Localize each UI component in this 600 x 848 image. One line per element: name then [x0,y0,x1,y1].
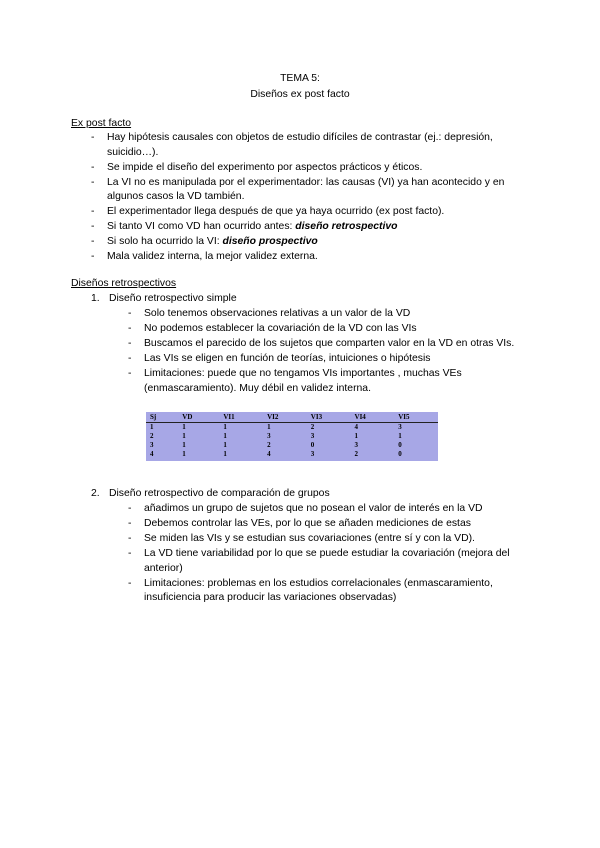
term-diseno-prospectivo: diseño prospectivo [222,236,318,247]
table-cell: 1 [267,423,271,431]
sub2-list [110,502,524,606]
bullet-dash: - [91,176,95,188]
table-cell: 3 [398,423,402,431]
table-cell: 1 [223,450,227,458]
table-cell: 0 [398,441,402,449]
doc-title-line2: Diseños ex post facto [250,89,350,100]
bullet-dash: - [128,503,132,514]
table-cell: 4 [267,450,271,458]
table-header-cell: VI4 [351,412,395,423]
list-item [70,250,532,265]
bullet-dash: - [128,368,132,379]
list-item-text: Se miden las VIs y se estudian sus covariaciones (entre sí y con la VD). [144,533,475,544]
list-item-text: añadimos un grupo de sujetos que no posean el valor de interés en la VD [144,503,483,514]
list-item [110,337,524,352]
list-item-text: Limitaciones: problemas en los estudios correlacionales (enmascaramiento, insuficiencia para producir las variaciones observadas) [144,577,493,603]
list-item [110,547,524,576]
list-item-text: Si solo ha ocurrido la VI: [107,236,223,247]
list-item [110,322,524,337]
table-header-cell: Sj [146,412,178,423]
list-item [70,131,532,160]
bullet-dash: - [128,548,132,559]
table-cell: 3 [310,450,315,458]
table-cell: 1 [354,432,359,440]
table-cell: 1 [398,432,402,440]
list-item [110,517,524,532]
table-header-cell: VI1 [219,412,263,423]
list-item [70,235,532,250]
table-row [146,423,438,433]
list-item-text: Solo tenemos observaciones relativas a un valor de la VD [144,308,411,319]
table-cell: 1 [182,432,186,440]
bullet-dash: - [128,577,132,589]
bullet-dash: - [128,353,132,364]
bullet-dash: - [128,308,132,319]
table-cell: 4 [354,423,359,431]
table-header-row [146,412,438,423]
table-header-cell: VI2 [263,412,307,423]
list-item-text: Mala validez interna, la mejor validez externa. [107,251,318,262]
bullet-dash: - [91,251,95,262]
table-cell: 2 [310,423,315,431]
list-item-text: Buscamos el parecido de los sujetos que comparten valor en la VD en otras VIs. [144,338,515,349]
section-heading-ex-post-facto: Ex post facto [71,118,132,129]
list-item [110,532,524,547]
list-item [70,176,532,205]
sub1-number: 1. [91,293,100,304]
bullet-dash: - [128,338,132,349]
list-item-text: Si tanto VI como VD han ocurrido antes: [107,221,296,232]
bullet-dash: - [91,236,95,247]
bullet-dash: - [91,132,95,143]
table-cell: 3 [310,432,315,440]
table-header-cell: VI3 [307,412,351,423]
list-item-text: No podemos establecer la covariación de la VD con las VIs [144,323,417,334]
table-cell: 1 [223,423,227,431]
table-cell: 1 [150,423,154,431]
list-item [70,205,532,220]
table-cell: 2 [267,441,271,449]
list-item-text: La VI no es manipulada por el experimentador: las causas (VI) ya han acontecido y en algunos casos la VD también. [107,176,505,202]
sub1-list [110,307,524,397]
table-cell: 1 [182,441,186,449]
list-item [110,502,524,517]
bullet-dash: - [91,161,95,173]
list-item [110,577,524,606]
table-cell: 4 [150,450,154,458]
bullet-dash: - [128,533,132,544]
ex-post-facto-list [70,131,532,265]
table-cell: 3 [267,432,271,440]
list-item [70,220,532,235]
list-item [110,307,524,322]
table-cell: 0 [310,441,315,449]
table-cell: 3 [354,441,359,449]
table-cell: 1 [182,423,186,431]
section-heading-disenos-retrospectivos: Diseños retrospectivos [71,278,177,289]
list-item-text: Debemos controlar las VEs, por lo que se añaden mediciones de estas [144,518,471,529]
list-item-text: Las VIs se eligen en función de teorías, intuiciones o hipótesis [144,353,431,364]
list-item [110,367,524,396]
table-cell: 2 [354,450,359,458]
list-item-text: El experimentador llega después de que ya haya ocurrido (ex post facto). [107,206,445,217]
bullet-dash: - [91,206,95,217]
doc-title-line1: TEMA 5: [280,73,320,84]
list-item-text: Se impide el diseño del experimento por aspectos prácticos y éticos. [107,161,423,173]
list-item [70,161,532,176]
list-item-text: Limitaciones: puede que no tengamos VIs importantes , muchas VEs (enmascaramiento). Muy débil en validez interna. [144,368,462,394]
list-item [110,352,524,367]
bullet-dash: - [128,323,132,334]
variables-table [146,412,438,461]
bullet-dash: - [91,221,95,232]
sub2-number: 2. [91,488,100,499]
table-row [146,450,438,461]
table-cell: 3 [150,441,154,449]
table-cell: 1 [223,432,227,440]
table-cell: 1 [182,450,186,458]
list-item-text: La VD tiene variabilidad por lo que se puede estudiar la covariación (mejora del anterior) [144,548,510,574]
table-cell: 1 [223,441,227,449]
table-row [146,432,438,441]
term-diseno-retrospectivo: diseño retrospectivo [295,221,398,232]
bullet-dash: - [128,518,132,529]
sub1-title: Diseño retrospectivo simple [109,293,237,304]
table-cell: 2 [150,432,154,440]
table-row [146,441,438,450]
table-header-cell: VI5 [394,412,438,423]
list-item-text: Hay hipótesis causales con objetos de estudio difíciles de contrastar (ej.: depresión, suicidio…). [107,132,493,158]
sub2-title: Diseño retrospectivo de comparación de grupos [109,488,330,499]
table-header-cell: VD [178,412,219,423]
table-cell: 0 [398,450,402,458]
